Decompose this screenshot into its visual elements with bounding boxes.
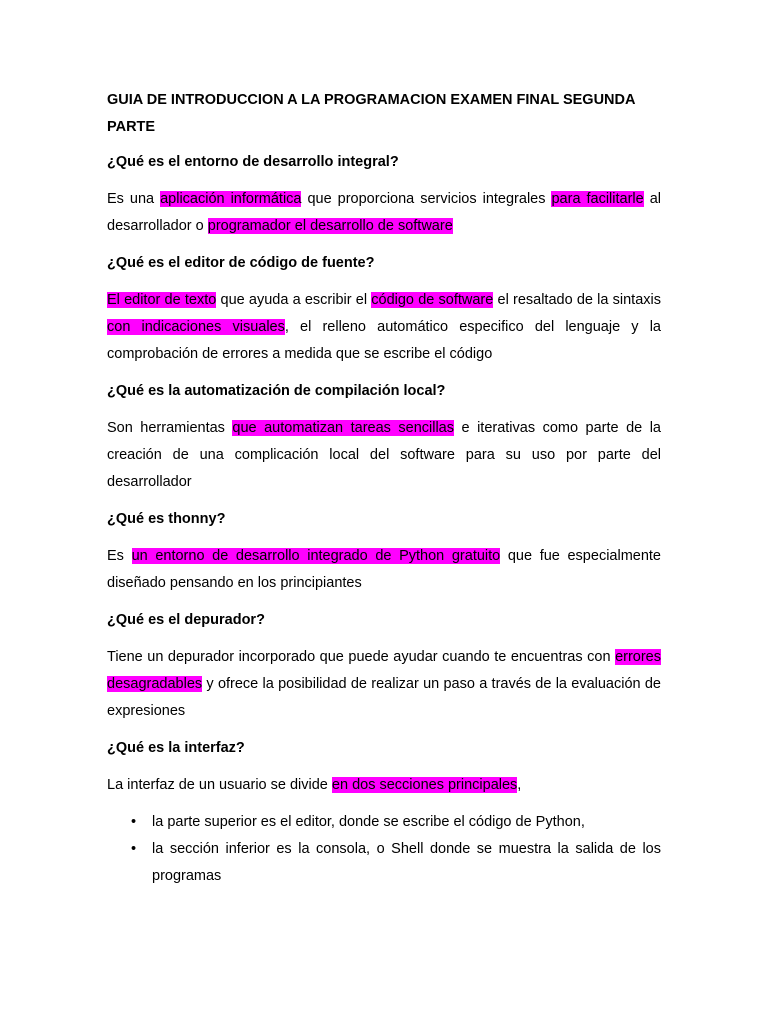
section-question: ¿Qué es thonny?: [107, 511, 226, 527]
section-question: ¿Qué es el entorno de desarrollo integral?: [107, 154, 399, 170]
section-answer: [107, 287, 661, 368]
section-answer: [107, 415, 661, 496]
highlighted-text: en dos secciones principales: [331, 777, 518, 793]
section-question: ¿Qué es la automatización de compilación local?: [107, 383, 446, 399]
highlighted-text: aplicación informática: [160, 191, 302, 207]
answer-text: e iterativas como parte de la creación de una complicación local del software para su uso por parte del desarrollador: [107, 420, 661, 490]
list-item: [131, 809, 661, 836]
answer-text: el resaltado de la sintaxis: [493, 292, 661, 308]
highlighted-text: para facilitarle: [551, 191, 644, 207]
section-answer: [107, 772, 661, 799]
highlighted-text: un entorno de desarrollo integrado de Python gratuito: [131, 548, 501, 564]
list-item: [131, 836, 661, 890]
answer-text: que proporciona servicios integrales: [301, 191, 552, 207]
answer-text: al desarrollador o: [107, 191, 661, 234]
highlighted-text: con indicaciones visuales: [107, 319, 285, 335]
highlighted-text: El editor de texto: [107, 292, 217, 308]
document-body: [107, 149, 661, 890]
answer-text: La interfaz de un usuario se divide: [107, 777, 332, 793]
list-item-text: la parte superior es el editor, donde se escribe el código de Python,: [152, 814, 585, 830]
highlighted-text: errores desagradables: [107, 649, 661, 692]
section-answer: [107, 186, 661, 240]
section-question: ¿Qué es el depurador?: [107, 612, 265, 628]
bullet-icon: •: [131, 814, 137, 830]
list-item-text: la sección inferior es la consola, o Shell donde se muestra la salida de los programas: [152, 841, 661, 884]
section-question: ¿Qué es la interfaz?: [107, 740, 245, 756]
section-answer: [107, 543, 661, 597]
bullet-icon: •: [131, 841, 137, 857]
highlighted-text: código de software: [371, 292, 494, 308]
answer-text: que fue especialmente diseñado pensando en los principiantes: [107, 548, 661, 591]
section-answer: [107, 644, 661, 725]
answer-text: Tiene un depurador incorporado que puede ayudar cuando te encuentras con: [107, 649, 616, 665]
answer-text: que ayuda a escribir el: [216, 292, 372, 308]
answer-text: Son herramientas: [107, 420, 233, 436]
bullet-list: [107, 809, 661, 890]
document-title: GUIA DE INTRODUCCION A LA PROGRAMACION EXAMEN FINAL SEGUNDA PARTE: [107, 92, 635, 135]
answer-text: ,: [517, 777, 522, 793]
highlighted-text: programador el desarrollo de software: [207, 218, 453, 234]
section-question: ¿Qué es el editor de código de fuente?: [107, 255, 375, 271]
answer-text: Es: [107, 548, 132, 564]
answer-text: y ofrece la posibilidad de realizar un paso a través de la evaluación de expresiones: [107, 676, 661, 719]
highlighted-text: que automatizan tareas sencillas: [232, 420, 455, 436]
answer-text: , el relleno automático especifico del lenguaje y la comprobación de errores a medida que se escribe el código: [107, 319, 661, 362]
answer-text: Es una: [107, 191, 161, 207]
